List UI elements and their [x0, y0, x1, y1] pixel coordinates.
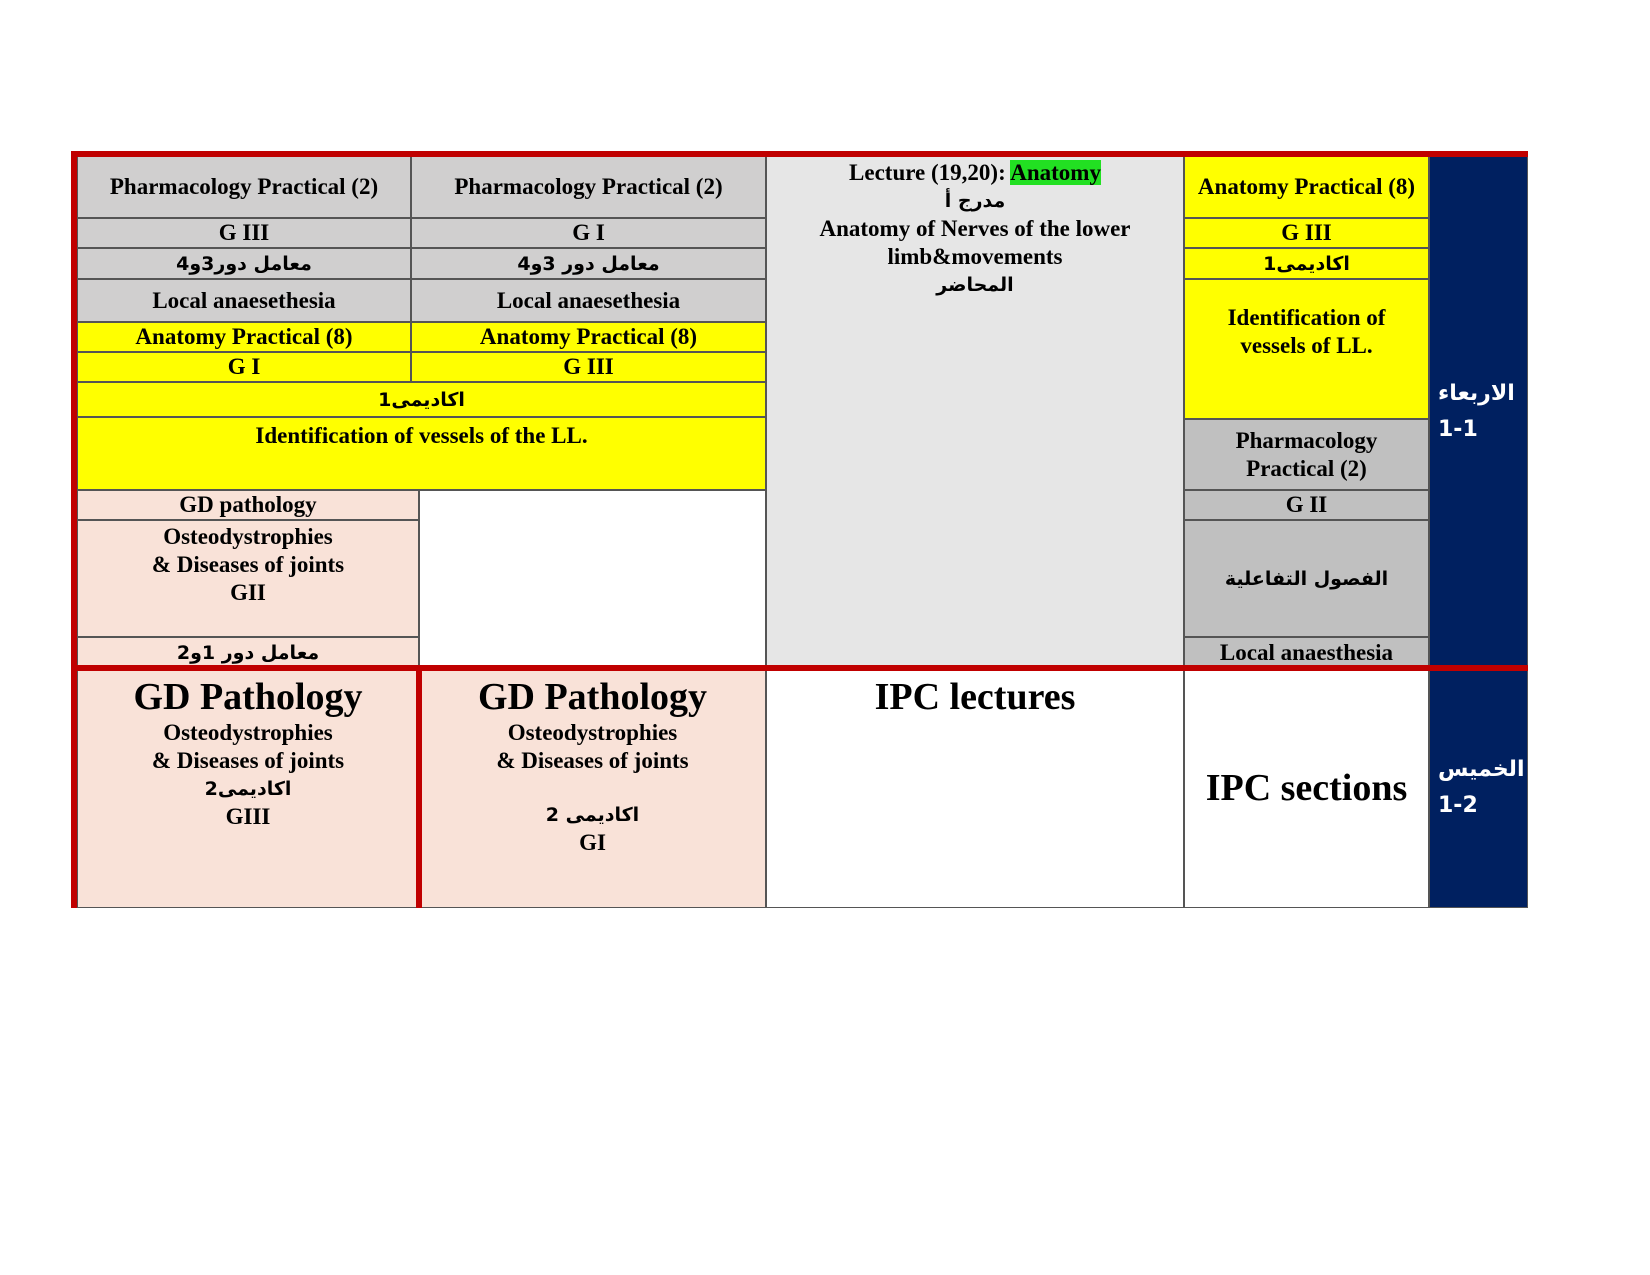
wed-lecture-lecturer: المحاضر [936, 274, 1014, 296]
red-thu-divider [416, 668, 422, 908]
thu-c1-title: GD Pathology [133, 676, 363, 718]
wed-c4-anat-topic: Identification of vessels of LL. [1184, 279, 1429, 419]
thu-c4-cell [1184, 668, 1429, 908]
wed-c1-pharm-room: معامل دور3و4 [77, 248, 411, 279]
wed-lecture-topic-1: Anatomy of Nerves of the lower [819, 216, 1131, 241]
thu-day-name: الخميس [1438, 757, 1525, 782]
wed-lecture-title: Lecture (19,20): [849, 160, 1011, 185]
wed-anat-topic: Identification of vessels of the LL. [77, 417, 766, 490]
wed-c4-anat-room: اكاديمى1 [1184, 248, 1429, 279]
thu-c2-topic-2: & Diseases of joints [496, 748, 689, 773]
thu-c1-topic-1: Osteodystrophies [163, 720, 333, 745]
wed-c4-pharm-topic: Local anaesthesia [1184, 637, 1429, 668]
wed-lecture-subject: Anatomy [1010, 160, 1101, 185]
wed-day-name: الاربعاء [1438, 381, 1515, 406]
wed-path-body [77, 520, 419, 637]
wed-anat-room: اكاديمى1 [77, 382, 766, 417]
wed-lecture-hall: مدرج أ [944, 190, 1006, 212]
wed-path-room: معامل دور 1و2 [77, 637, 419, 668]
wed-c1-pharm-title: Pharmacology Practical (2) [77, 156, 411, 218]
wed-c4-pharm-group: G II [1184, 490, 1429, 520]
thu-day-cell [1429, 668, 1528, 908]
wed-c2-anat-title: Anatomy Practical (8) [411, 322, 766, 352]
thu-day-code: 1-2 [1438, 793, 1478, 818]
wed-c1-anat-title: Anatomy Practical (8) [77, 322, 411, 352]
thu-c4-title: IPC sections [1205, 767, 1408, 809]
wed-c4-anat-title: Anatomy Practical (8) [1184, 156, 1429, 218]
wed-c2-pharm-group: G I [411, 218, 766, 248]
wed-c1-anat-group: G I [77, 352, 411, 382]
wed-c1-pharm-group: G III [77, 218, 411, 248]
red-border-left [71, 151, 77, 908]
wed-c1-pharm-topic: Local anaesethesia [77, 279, 411, 322]
thu-c3-title: IPC lectures [874, 676, 1076, 718]
wed-empty-cell [419, 490, 766, 668]
wed-c4-anat-group: G III [1184, 218, 1429, 248]
thu-c2-room: اكاديمى 2 [545, 804, 640, 826]
wed-path-topic-2: & Diseases of joints [151, 552, 345, 577]
thu-c2-cell [419, 668, 766, 908]
wed-path-topic-1: Osteodystrophies [163, 524, 333, 549]
thu-c1-cell [77, 668, 419, 908]
wed-c2-pharm-room: معامل دور 3و4 [411, 248, 766, 279]
wed-lecture-cell [766, 156, 1184, 668]
wed-day-cell [1429, 156, 1528, 668]
thu-c2-group: GI [579, 830, 606, 855]
wed-c4-pharm-title: Pharmacology Practical (2) [1184, 419, 1429, 490]
wed-c2-pharm-title: Pharmacology Practical (2) [411, 156, 766, 218]
wed-c2-pharm-topic: Local anaesethesia [411, 279, 766, 322]
thu-c2-topic-1: Osteodystrophies [507, 720, 678, 745]
red-border-top [71, 151, 1528, 157]
wed-day-code: 1-1 [1438, 417, 1478, 442]
thu-c3-cell [766, 668, 1184, 908]
red-row-divider [71, 665, 1528, 671]
thu-c1-group: GIII [225, 804, 271, 829]
thu-c1-room: اكاديمى2 [204, 778, 292, 800]
thu-c2-title: GD Pathology [477, 676, 708, 718]
wed-lecture-topic-2: limb&movements [887, 244, 1063, 269]
wed-path-group: GII [230, 580, 266, 605]
wed-path-title: GD pathology [77, 490, 419, 520]
wed-c2-anat-group: G III [411, 352, 766, 382]
thu-c1-topic-2: & Diseases of joints [151, 748, 345, 773]
wed-c4-pharm-room: الفصول التفاعلية [1184, 520, 1429, 637]
wed-lecture-heading [849, 159, 1101, 187]
